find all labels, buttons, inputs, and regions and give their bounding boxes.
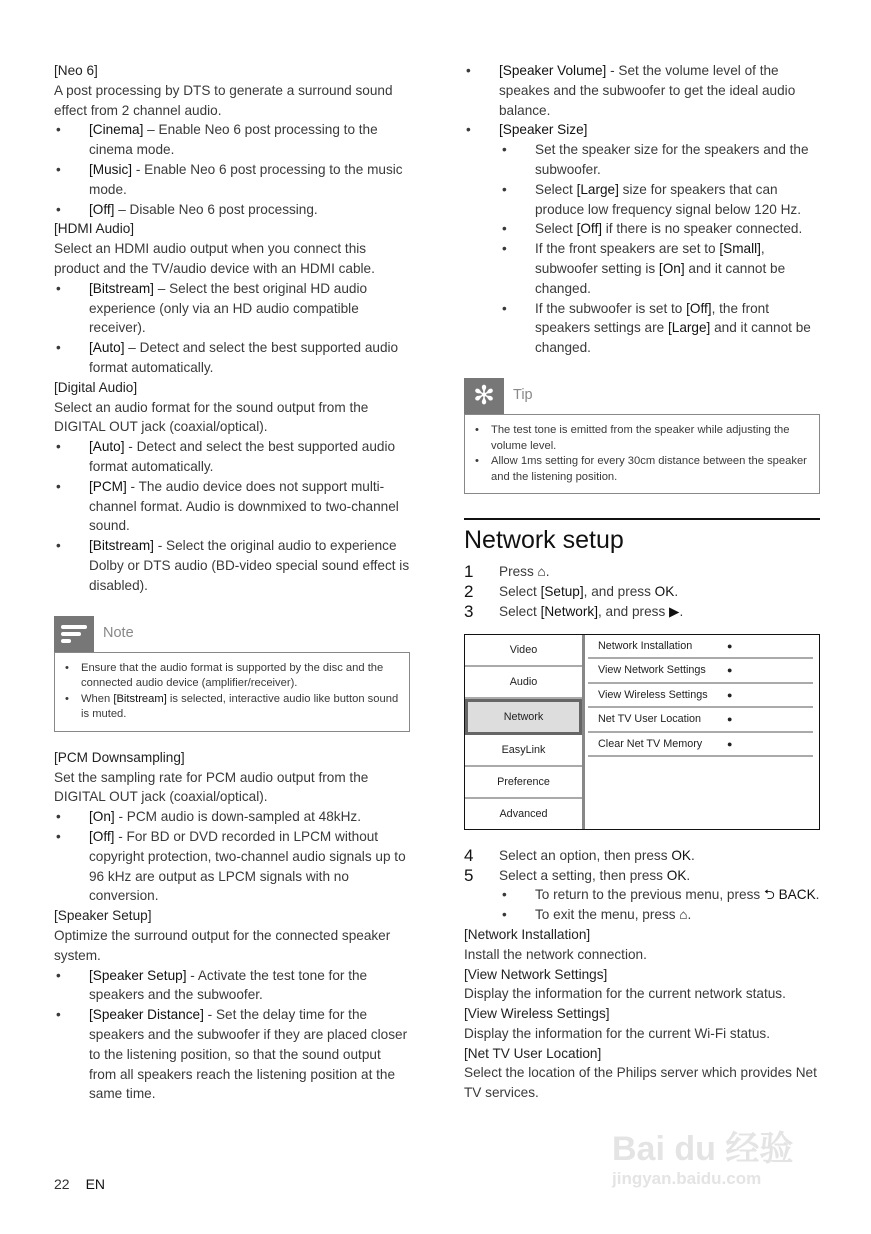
body-text: . [674, 584, 679, 600]
language-code: EN [85, 1176, 106, 1192]
menu-option [588, 708, 813, 733]
page-footer [54, 1175, 105, 1195]
paragraph: A post processing by DTS to generate a surround sound effect from 2 channel audio. [54, 82, 393, 118]
keyword-text: [Music] [89, 161, 133, 177]
keyword-text: [PCM] [89, 478, 127, 494]
body-text: – Enable Neo 6 post processing to the cinema mode. [89, 122, 378, 158]
menu-category-video: Video [465, 635, 582, 667]
paragraph: Select an HDMI audio output when you connect this product and the TV/audio device with an HDMI cable. [54, 241, 375, 276]
sub-bullet-item [464, 219, 820, 239]
bullet-item [54, 200, 410, 220]
step-number: 1 [464, 562, 474, 582]
keyword-text: [On] [658, 260, 685, 276]
box-title: Note [103, 624, 134, 641]
body-text: Ensure that the audio format is supported by the disc and the connected audio device (amplifier/receiver). [81, 661, 384, 690]
menu-option-bullet: ● [727, 665, 733, 676]
keyword-text: [Speaker Distance] [89, 1007, 204, 1023]
body-text: Select an option, then press [499, 847, 672, 863]
body-text: If the subwoofer is set to [535, 300, 687, 316]
tip-box [464, 378, 820, 494]
keyword-text: [Speaker Setup] [89, 967, 187, 983]
body-text: Press [499, 564, 538, 580]
paragraph: Display the information for the current Wi-Fi status. [464, 1025, 770, 1041]
box-body [54, 652, 410, 732]
body-text: . [686, 867, 691, 883]
section-heading: [PCM Downsampling] [54, 749, 185, 765]
body-text: – Select the best original HD audio experience (only via an HD audio compatible receiver). [89, 280, 368, 336]
step-item [464, 846, 820, 866]
baidu-watermark: Bai du 经验 jingyan.baidu.com [612, 1130, 794, 1188]
body-text: and it cannot be changed. [535, 320, 811, 356]
box-bullet-item [475, 423, 809, 454]
section-heading: [Net TV User Location] [464, 1045, 602, 1061]
box-bullet-item [65, 661, 399, 692]
bullet-item [54, 477, 410, 536]
keyword-text: [Large] [576, 181, 619, 197]
section-heading: [Neo 6] [54, 63, 98, 78]
paragraph: Optimize the surround output for the connected speaker system. [54, 928, 391, 963]
paragraph: Select an audio format for the sound output from the DIGITAL OUT jack (coaxial/optical). [54, 399, 369, 435]
note-box [54, 616, 410, 732]
body-text: - Detect and select the best supported audio format automatically. [89, 439, 396, 474]
menu-category-advanced: Advanced [499, 807, 548, 820]
keyword-text: [Auto] [89, 340, 125, 356]
body-text: If the front speakers are set to [535, 241, 720, 257]
body-text: - For BD or DVD recorded in LPCM without copyright protection, two-channel audio signals up to 96 kHz are output as LPCM signals with no conversion. [89, 829, 406, 904]
section-title: Network setup [464, 518, 820, 558]
body-text: - The audio device does not support multi-channel format. Audio is downmixed to two-channel sound. [89, 478, 399, 534]
body-text: - Enable Neo 6 post processing to the music mode. [89, 161, 403, 197]
bullet-item [54, 279, 410, 338]
menu-option-bullet: ● [727, 689, 733, 700]
keyword-text: [Bitstream] [89, 538, 154, 554]
bullet-item [54, 807, 410, 827]
menu-option-bullet: ● [727, 640, 733, 651]
body-text: and it cannot be changed. [535, 260, 786, 296]
paragraph: Select the location of the Philips server which provides Net TV services. [464, 1065, 817, 1101]
step-number: 3 [464, 601, 474, 621]
body-text: . [679, 603, 684, 619]
body-text: , subwoofer setting is [535, 241, 765, 276]
step-item [464, 582, 820, 602]
keyword-text: OK [654, 584, 675, 600]
step-item [464, 866, 820, 886]
keyword-text: [Network] [540, 603, 598, 619]
bullet-item [54, 338, 410, 378]
menu-option [588, 635, 813, 660]
keyword-text: [Speaker Volume] [499, 63, 607, 78]
body-text: . [815, 887, 820, 903]
menu-categories [465, 635, 585, 829]
body-text: To return to the previous menu, press [535, 887, 764, 903]
body-text: - PCM audio is down-sampled at 48kHz. [114, 809, 361, 825]
paragraph: Install the network connection. [464, 946, 647, 962]
step-number: 5 [464, 865, 474, 885]
bullet-item [54, 160, 410, 200]
menu-category-easylink: EasyLink [465, 735, 582, 767]
step-number: 4 [464, 845, 474, 865]
body-text: Select [535, 181, 577, 197]
menu-option-label: Net TV User Location [598, 713, 702, 726]
bullet-item [54, 437, 410, 477]
section-heading: [Digital Audio] [54, 379, 138, 395]
menu-options [585, 635, 819, 829]
sub-bullet-item [464, 905, 820, 925]
tip-icon: ✻ [464, 378, 504, 414]
bullet-item [54, 1005, 410, 1104]
menu-option-label: View Wireless Settings [598, 688, 708, 701]
keyword-text: [Off] [576, 221, 602, 237]
body-text: , and press [583, 584, 655, 600]
sub-bullet-item [464, 140, 820, 180]
body-text: . [690, 847, 695, 863]
box-header [54, 616, 410, 652]
menu-option-label: View Network Settings [598, 664, 706, 677]
menu-option [588, 684, 813, 709]
keyword-text: [Bitstream] [113, 692, 167, 705]
body-text: , and press [597, 603, 670, 619]
keyword-text: [Small] [719, 241, 761, 257]
keyword-text: ⌂ [537, 564, 546, 580]
sub-bullet-item [464, 180, 820, 220]
body-text: is selected, interactive audio like button sound is muted. [81, 692, 399, 721]
body-text: When [81, 692, 114, 705]
paragraph: Set the sampling rate for PCM audio output from the DIGITAL OUT jack (coaxial/optical). [54, 769, 369, 805]
step-item [464, 562, 820, 582]
section-heading: [Network Installation] [464, 926, 591, 942]
bullet-item [464, 61, 820, 120]
paragraph: Display the information for the current network status. [464, 986, 786, 1002]
body-text: Select a setting, then press [499, 867, 667, 883]
box-header [464, 378, 820, 414]
keyword-text: [Large] [667, 320, 711, 336]
body-text: - Set the volume level of the speakes and the subwoofer to get the ideal audio balance. [499, 63, 796, 118]
setup-menu-illustration [464, 634, 820, 830]
body-text: – Disable Neo 6 post processing. [114, 201, 318, 217]
menu-option-bullet: ● [727, 738, 733, 749]
section-heading: [View Wireless Settings] [464, 1006, 610, 1022]
menu-option-label: Network Installation [598, 639, 693, 652]
menu-category-audio: Audio [465, 667, 582, 699]
keyword-text: [On] [89, 809, 115, 825]
keyword-text: [Speaker Size] [499, 122, 588, 138]
keyword-text: ⌂ [679, 907, 688, 923]
body-text: Select [535, 221, 577, 237]
step-item [464, 602, 820, 622]
section-heading: [View Network Settings] [464, 966, 608, 982]
body-text: Allow 1ms setting for every 30cm distance between the speaker and the listening position. [491, 455, 807, 483]
menu-category-network: Network [465, 699, 582, 735]
keyword-text: [Cinema] [89, 122, 144, 138]
right-column [464, 61, 820, 1103]
body-text: . [687, 907, 692, 923]
body-text: To exit the menu, press [535, 907, 680, 923]
bullet-item [54, 120, 410, 160]
section-heading: [Speaker Setup] [54, 908, 152, 924]
box-title: Tip [513, 387, 533, 404]
bullet-item [54, 966, 410, 1006]
body-text: - Set the delay time for the speakers and the subwoofer if they are placed closer to the listening position, so that the sound output from all speakers reach the listening position at the same time. [89, 1007, 408, 1102]
bullet-item [464, 120, 820, 140]
sub-bullet-item [464, 239, 820, 298]
menu-option-bullet: ● [727, 714, 733, 725]
sub-bullet-item [464, 299, 820, 358]
body-text: – Detect and select the best supported audio format automatically. [89, 340, 399, 375]
menu-category-preference: Preference [465, 767, 582, 799]
menu-option [588, 733, 813, 758]
body-text: - Select the original audio to experience Dolby or DTS audio (BD-video special sound effect is disabled). [89, 538, 410, 593]
keyword-text: [Off] [89, 201, 115, 217]
body-text: Set the speaker size for the speakers and the subwoofer. [535, 142, 809, 177]
page-number: 22 [54, 1176, 70, 1192]
body-text: . [545, 564, 550, 580]
body-text: , the front speakers settings are [535, 300, 769, 336]
note-icon [54, 616, 94, 652]
sub-bullet-item [464, 885, 820, 905]
body-text: size for speakers that can produce low frequency signal below 120 Hz. [535, 181, 801, 217]
section-heading: [HDMI Audio] [54, 221, 135, 237]
keyword-text: [Auto] [89, 439, 125, 455]
menu-option-label: Clear Net TV Memory [598, 737, 703, 750]
box-body [464, 414, 820, 494]
left-column [54, 61, 410, 1104]
bullet-item [54, 827, 410, 906]
box-bullet-item [475, 454, 809, 485]
box-bullet-item [65, 692, 399, 723]
body-text: - Activate the test tone for the speakers and the subwoofer. [89, 967, 368, 1003]
body-text: Select [499, 603, 541, 619]
bullet-item [54, 536, 410, 595]
keyword-text: ⮌ BACK [763, 887, 816, 903]
step-number: 2 [464, 582, 474, 602]
keyword-text: OK [666, 867, 687, 883]
body-text: Select [499, 584, 541, 600]
keyword-text: [Bitstream] [89, 280, 154, 296]
keyword-text: [Setup] [540, 584, 584, 600]
keyword-text: OK [671, 847, 691, 863]
menu-option [588, 659, 813, 684]
keyword-text: [Off] [686, 300, 712, 316]
keyword-text: [Off] [89, 829, 115, 845]
body-text: The test tone is emitted from the speaker while adjusting the volume level. [491, 423, 790, 452]
body-text: if there is no speaker connected. [602, 221, 803, 237]
keyword-text: ▶ [669, 603, 680, 619]
